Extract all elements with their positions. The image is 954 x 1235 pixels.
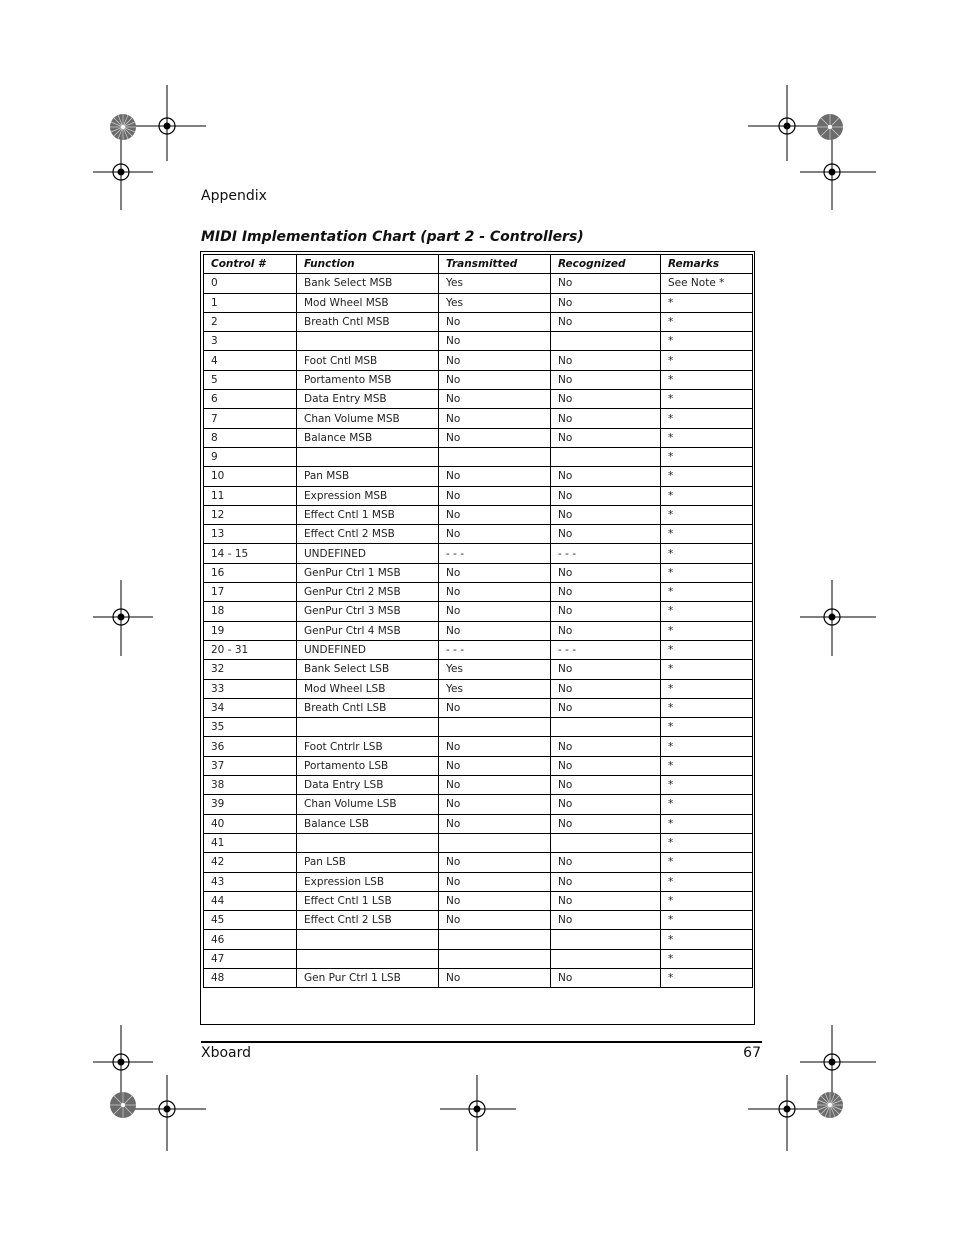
cell-control-number: 45 xyxy=(204,911,297,930)
cell-function: Effect Cntl 1 MSB xyxy=(297,505,439,524)
cell-control-number: 42 xyxy=(204,853,297,872)
table-row xyxy=(204,737,753,756)
column-header-control: Control # xyxy=(204,255,297,274)
cell-control-number: 32 xyxy=(204,660,297,679)
cell-recognized: No xyxy=(551,776,661,795)
table-row xyxy=(204,602,753,621)
cell-transmitted: No xyxy=(439,467,551,486)
cell-function xyxy=(297,949,439,968)
cell-recognized: No xyxy=(551,679,661,698)
cell-function: Balance MSB xyxy=(297,428,439,447)
cell-control-number: 9 xyxy=(204,447,297,466)
table-row xyxy=(204,428,753,447)
cell-remarks: * xyxy=(661,949,753,968)
cell-control-number: 47 xyxy=(204,949,297,968)
table-row xyxy=(204,621,753,640)
table-row xyxy=(204,293,753,312)
cell-function: Data Entry LSB xyxy=(297,776,439,795)
cell-remarks: * xyxy=(661,370,753,389)
cell-function: GenPur Ctrl 1 MSB xyxy=(297,563,439,582)
cell-recognized xyxy=(551,930,661,949)
cell-transmitted: No xyxy=(439,776,551,795)
footer-rule xyxy=(201,1041,762,1043)
cell-recognized: No xyxy=(551,737,661,756)
cell-control-number: 41 xyxy=(204,833,297,852)
cell-transmitted: No xyxy=(439,891,551,910)
cell-recognized: No xyxy=(551,698,661,717)
cell-function: GenPur Ctrl 3 MSB xyxy=(297,602,439,621)
cell-remarks: * xyxy=(661,853,753,872)
cell-transmitted: No xyxy=(439,563,551,582)
table-row xyxy=(204,486,753,505)
page-number: 67 xyxy=(743,1045,761,1061)
cell-recognized: No xyxy=(551,911,661,930)
cell-remarks: * xyxy=(661,486,753,505)
cell-remarks: * xyxy=(661,718,753,737)
cell-recognized: No xyxy=(551,312,661,331)
cell-transmitted: Yes xyxy=(439,274,551,293)
table-row xyxy=(204,949,753,968)
cell-remarks: * xyxy=(661,351,753,370)
table-row xyxy=(204,833,753,852)
cell-transmitted: No xyxy=(439,370,551,389)
cell-control-number: 7 xyxy=(204,409,297,428)
table-header-row xyxy=(204,255,753,274)
cell-remarks: * xyxy=(661,409,753,428)
starburst-target-icon xyxy=(109,113,137,141)
starburst-target-icon xyxy=(816,1091,844,1119)
table-row xyxy=(204,814,753,833)
cell-remarks: * xyxy=(661,737,753,756)
cell-transmitted: Yes xyxy=(439,679,551,698)
table-row xyxy=(204,968,753,987)
cell-function: Breath Cntl LSB xyxy=(297,698,439,717)
table-row xyxy=(204,698,753,717)
midi-implementation-table xyxy=(203,254,753,988)
cell-remarks: * xyxy=(661,467,753,486)
table-row xyxy=(204,660,753,679)
table-row xyxy=(204,505,753,524)
cell-control-number: 18 xyxy=(204,602,297,621)
table-row xyxy=(204,795,753,814)
table-row xyxy=(204,891,753,910)
cell-control-number: 39 xyxy=(204,795,297,814)
cell-control-number: 3 xyxy=(204,332,297,351)
cell-remarks: * xyxy=(661,833,753,852)
cell-transmitted: No xyxy=(439,911,551,930)
cell-transmitted: No xyxy=(439,698,551,717)
cell-recognized: No xyxy=(551,968,661,987)
cell-control-number: 0 xyxy=(204,274,297,293)
cell-transmitted: No xyxy=(439,737,551,756)
chart-title: MIDI Implementation Chart (part 2 - Controllers) xyxy=(201,229,584,245)
cell-control-number: 37 xyxy=(204,756,297,775)
cell-control-number: 43 xyxy=(204,872,297,891)
cell-remarks: * xyxy=(661,795,753,814)
cell-function: Portamento MSB xyxy=(297,370,439,389)
cell-transmitted: No xyxy=(439,390,551,409)
cell-remarks: * xyxy=(661,293,753,312)
cell-transmitted: No xyxy=(439,486,551,505)
cell-control-number: 10 xyxy=(204,467,297,486)
cell-function: Effect Cntl 2 LSB xyxy=(297,911,439,930)
cell-transmitted: No xyxy=(439,312,551,331)
cell-transmitted: No xyxy=(439,795,551,814)
cell-recognized: No xyxy=(551,891,661,910)
cell-recognized: No xyxy=(551,370,661,389)
cell-transmitted: No xyxy=(439,602,551,621)
registration-mark-icon xyxy=(800,134,876,210)
footer-product: Xboard xyxy=(201,1045,252,1061)
cell-function: UNDEFINED xyxy=(297,544,439,563)
cell-function: Foot Cntl MSB xyxy=(297,351,439,370)
cell-transmitted xyxy=(439,833,551,852)
starburst-target-icon xyxy=(816,113,844,141)
cell-transmitted: No xyxy=(439,968,551,987)
registration-mark-icon xyxy=(130,1075,206,1151)
table-row xyxy=(204,911,753,930)
cell-recognized: No xyxy=(551,428,661,447)
cell-recognized: No xyxy=(551,467,661,486)
cell-control-number: 11 xyxy=(204,486,297,505)
table-row xyxy=(204,872,753,891)
cell-transmitted: No xyxy=(439,621,551,640)
cell-function: GenPur Ctrl 2 MSB xyxy=(297,583,439,602)
cell-control-number: 4 xyxy=(204,351,297,370)
table-row xyxy=(204,776,753,795)
table-row xyxy=(204,274,753,293)
table-row xyxy=(204,370,753,389)
cell-function: Data Entry MSB xyxy=(297,390,439,409)
cell-remarks: See Note * xyxy=(661,274,753,293)
cell-transmitted: No xyxy=(439,332,551,351)
cell-function: Mod Wheel MSB xyxy=(297,293,439,312)
cell-remarks: * xyxy=(661,640,753,659)
table-row xyxy=(204,447,753,466)
cell-control-number: 46 xyxy=(204,930,297,949)
cell-transmitted: No xyxy=(439,872,551,891)
cell-control-number: 12 xyxy=(204,505,297,524)
cell-recognized: No xyxy=(551,525,661,544)
cell-function: Gen Pur Ctrl 1 LSB xyxy=(297,968,439,987)
cell-control-number: 40 xyxy=(204,814,297,833)
cell-control-number: 5 xyxy=(204,370,297,389)
cell-remarks: * xyxy=(661,814,753,833)
cell-control-number: 35 xyxy=(204,718,297,737)
table-row xyxy=(204,563,753,582)
cell-control-number: 33 xyxy=(204,679,297,698)
cell-remarks: * xyxy=(661,428,753,447)
cell-recognized: No xyxy=(551,293,661,312)
cell-recognized: No xyxy=(551,409,661,428)
cell-control-number: 44 xyxy=(204,891,297,910)
cell-control-number: 36 xyxy=(204,737,297,756)
cell-control-number: 14 - 15 xyxy=(204,544,297,563)
table-row xyxy=(204,409,753,428)
cell-function: Chan Volume LSB xyxy=(297,795,439,814)
cell-recognized xyxy=(551,718,661,737)
registration-mark-icon xyxy=(440,1075,516,1151)
cell-transmitted: Yes xyxy=(439,293,551,312)
cell-recognized: - - - xyxy=(551,544,661,563)
cell-control-number: 2 xyxy=(204,312,297,331)
cell-remarks: * xyxy=(661,505,753,524)
cell-recognized: No xyxy=(551,660,661,679)
cell-control-number: 48 xyxy=(204,968,297,987)
cell-remarks: * xyxy=(661,698,753,717)
cell-control-number: 8 xyxy=(204,428,297,447)
cell-function: Effect Cntl 1 LSB xyxy=(297,891,439,910)
cell-remarks: * xyxy=(661,447,753,466)
cell-recognized: No xyxy=(551,853,661,872)
cell-transmitted: No xyxy=(439,814,551,833)
table-row xyxy=(204,467,753,486)
cell-transmitted: Yes xyxy=(439,660,551,679)
table-row xyxy=(204,312,753,331)
cell-remarks: * xyxy=(661,776,753,795)
cell-function: Chan Volume MSB xyxy=(297,409,439,428)
table-row xyxy=(204,332,753,351)
table-row xyxy=(204,390,753,409)
cell-transmitted xyxy=(439,718,551,737)
registration-mark-icon xyxy=(800,580,876,656)
cell-control-number: 19 xyxy=(204,621,297,640)
cell-remarks: * xyxy=(661,968,753,987)
cell-transmitted: No xyxy=(439,505,551,524)
cell-recognized xyxy=(551,447,661,466)
cell-recognized: No xyxy=(551,486,661,505)
cell-control-number: 20 - 31 xyxy=(204,640,297,659)
cell-function xyxy=(297,447,439,466)
cell-transmitted xyxy=(439,949,551,968)
cell-recognized: No xyxy=(551,795,661,814)
table-body xyxy=(204,274,753,988)
registration-mark-icon xyxy=(93,580,153,656)
cell-remarks: * xyxy=(661,930,753,949)
cell-remarks: * xyxy=(661,525,753,544)
column-header-transmitted: Transmitted xyxy=(439,255,551,274)
cell-remarks: * xyxy=(661,660,753,679)
column-header-function: Function xyxy=(297,255,439,274)
cell-function: Pan LSB xyxy=(297,853,439,872)
cell-recognized: No xyxy=(551,505,661,524)
cell-remarks: * xyxy=(661,312,753,331)
cell-function xyxy=(297,718,439,737)
table-row xyxy=(204,718,753,737)
cell-function xyxy=(297,930,439,949)
table-row xyxy=(204,853,753,872)
cell-function: Expression MSB xyxy=(297,486,439,505)
cell-recognized: No xyxy=(551,602,661,621)
cell-transmitted xyxy=(439,930,551,949)
table-row xyxy=(204,525,753,544)
cell-transmitted: No xyxy=(439,351,551,370)
cell-function: Foot Cntrlr LSB xyxy=(297,737,439,756)
cell-function: Effect Cntl 2 MSB xyxy=(297,525,439,544)
table-row xyxy=(204,351,753,370)
table-row xyxy=(204,679,753,698)
cell-function: UNDEFINED xyxy=(297,640,439,659)
cell-transmitted: - - - xyxy=(439,640,551,659)
section-header: Appendix xyxy=(201,188,267,204)
cell-function: Expression LSB xyxy=(297,872,439,891)
cell-transmitted: - - - xyxy=(439,544,551,563)
cell-transmitted xyxy=(439,447,551,466)
cell-recognized xyxy=(551,332,661,351)
cell-recognized: No xyxy=(551,563,661,582)
cell-recognized: No xyxy=(551,274,661,293)
cell-control-number: 6 xyxy=(204,390,297,409)
cell-remarks: * xyxy=(661,621,753,640)
cell-recognized: No xyxy=(551,814,661,833)
cell-recognized: No xyxy=(551,756,661,775)
cell-remarks: * xyxy=(661,544,753,563)
registration-mark-icon xyxy=(748,1075,824,1151)
cell-transmitted: No xyxy=(439,583,551,602)
cell-recognized: No xyxy=(551,390,661,409)
cell-control-number: 34 xyxy=(204,698,297,717)
cell-recognized: - - - xyxy=(551,640,661,659)
cell-transmitted: No xyxy=(439,756,551,775)
cell-transmitted: No xyxy=(439,409,551,428)
cell-remarks: * xyxy=(661,872,753,891)
cell-remarks: * xyxy=(661,679,753,698)
table-row xyxy=(204,756,753,775)
cell-recognized: No xyxy=(551,872,661,891)
cell-control-number: 17 xyxy=(204,583,297,602)
cell-function xyxy=(297,332,439,351)
cell-recognized: No xyxy=(551,351,661,370)
cell-function: Bank Select LSB xyxy=(297,660,439,679)
cell-remarks: * xyxy=(661,891,753,910)
cell-recognized: No xyxy=(551,583,661,602)
table-row xyxy=(204,544,753,563)
cell-function: GenPur Ctrl 4 MSB xyxy=(297,621,439,640)
cell-control-number: 13 xyxy=(204,525,297,544)
cell-function: Portamento LSB xyxy=(297,756,439,775)
cell-recognized: No xyxy=(551,621,661,640)
cell-remarks: * xyxy=(661,563,753,582)
cell-function: Breath Cntl MSB xyxy=(297,312,439,331)
cell-remarks: * xyxy=(661,602,753,621)
registration-mark-icon xyxy=(93,134,153,210)
cell-control-number: 1 xyxy=(204,293,297,312)
cell-remarks: * xyxy=(661,756,753,775)
cell-transmitted: No xyxy=(439,428,551,447)
cell-recognized xyxy=(551,949,661,968)
column-header-recognized: Recognized xyxy=(551,255,661,274)
cell-remarks: * xyxy=(661,332,753,351)
cell-function: Bank Select MSB xyxy=(297,274,439,293)
cell-transmitted: No xyxy=(439,853,551,872)
starburst-target-icon xyxy=(109,1091,137,1119)
cell-control-number: 38 xyxy=(204,776,297,795)
cell-remarks: * xyxy=(661,583,753,602)
cell-function: Pan MSB xyxy=(297,467,439,486)
table-row xyxy=(204,930,753,949)
cell-function xyxy=(297,833,439,852)
cell-function: Balance LSB xyxy=(297,814,439,833)
cell-transmitted: No xyxy=(439,525,551,544)
cell-control-number: 16 xyxy=(204,563,297,582)
cell-function: Mod Wheel LSB xyxy=(297,679,439,698)
table-row xyxy=(204,583,753,602)
cell-remarks: * xyxy=(661,911,753,930)
table-row xyxy=(204,640,753,659)
column-header-remarks: Remarks xyxy=(661,255,753,274)
cell-remarks: * xyxy=(661,390,753,409)
cell-recognized xyxy=(551,833,661,852)
